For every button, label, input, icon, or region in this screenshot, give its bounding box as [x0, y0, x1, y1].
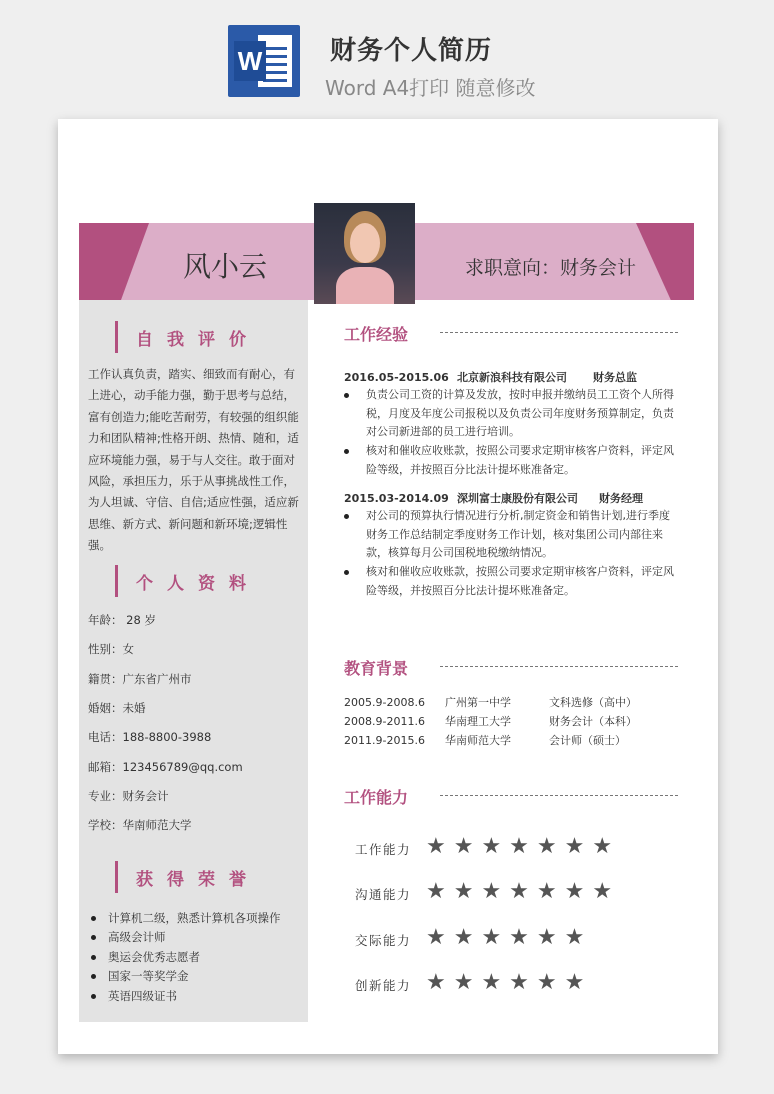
skills-heading: 工作能力: [344, 788, 409, 807]
resume-paper: [58, 119, 718, 1054]
left-sidebar: [79, 300, 308, 1022]
info-age: 年龄： 28 岁: [88, 613, 156, 627]
info-email: 邮箱：123456789@qq.com: [88, 760, 243, 774]
skill-label: 创新能力: [355, 978, 412, 993]
skill-stars: ★★★★★★★: [426, 879, 621, 904]
info-phone: 电话：188-8800-3988: [88, 730, 212, 744]
list-item: 高级会计师: [91, 929, 166, 945]
page-header: [0, 0, 774, 110]
list-item: 计算机二级，熟悉计算机各项操作: [91, 910, 281, 926]
page-title: 财务个人简历: [330, 36, 493, 66]
personal-heading: 个人资料: [115, 565, 260, 597]
info-major: 专业：财务会计: [88, 789, 169, 803]
list-item: 英语四级证书: [91, 988, 177, 1004]
skill-stars: ★★★★★★: [426, 970, 593, 995]
skill-label: 工作能力: [355, 842, 412, 857]
skill-label: 交际能力: [355, 933, 412, 948]
job-duty: 对公司的预算执行情况进行分析,制定资金和销售计划,进行季度财务工作总结制定季度财务工作计划，核对集团公司内部往来款，核算每月公司国税地税缴纳情况。: [344, 507, 680, 563]
list-item: 国家一等奖学金: [91, 968, 189, 984]
list-item: 奥运会优秀志愿者: [91, 949, 200, 965]
resume-name: 风小云: [183, 250, 268, 283]
education-heading: 教育背景: [344, 659, 409, 678]
table-row: 2008.9-2011.6 华南理工大学 财务会计（本科）: [344, 715, 637, 728]
table-row: 2011.9-2015.6 华南师范大学 会计师（硕士）: [344, 734, 626, 747]
info-school: 学校：华南师范大学: [88, 818, 192, 832]
self-eval-heading: 自我评价: [115, 321, 260, 353]
profile-photo: [314, 203, 415, 304]
job-header: 2016.05-2015.06 北京新浪科技有限公司 财务总监: [344, 371, 637, 384]
table-row: 2005.9-2008.6 广州第一中学 文科选修（高中）: [344, 696, 637, 709]
skill-label: 沟通能力: [355, 887, 412, 902]
honors-heading: 获得荣誉: [115, 861, 260, 893]
skill-stars: ★★★★★★★: [426, 834, 621, 859]
job-target: 求职意向：财务会计: [464, 257, 636, 279]
word-icon: W: [228, 25, 300, 97]
info-marital: 婚姻：未婚: [88, 701, 146, 715]
skill-stars: ★★★★★★: [426, 925, 593, 950]
info-hometown: 籍贯：广东省广州市: [88, 672, 192, 686]
work-heading: 工作经验: [344, 325, 409, 344]
job-header: 2015.03-2014.09 深圳富士康股份有限公司 财务经理: [344, 492, 643, 505]
info-gender: 性别：女: [88, 642, 134, 656]
page-subtitle: Word A4打印 随意修改: [325, 76, 536, 100]
job-duty: 核对和催收应收账款，按照公司要求定期审核客户资料，评定风险等级，并按照百分比法计提坏账准备定。: [344, 442, 680, 479]
self-eval-text: 工作认真负责，踏实、细致而有耐心，有上进心，动手能力强，勤于思考与总结，富有创造力;能吃苦耐劳，有较强的组织能力和团队精神;性格开朗、热情、随和，适应环境能力强，易于与人交往。敢于面对风险，承担压力，乐于从事挑战性工作，为人坦诚、守信、自信;适应性强，适应新思维、新方式、新问题和新环境;逻辑性强。: [88, 367, 299, 553]
job-duty: 负责公司工资的计算及发放，按时申报并缴纳员工工资个人所得税，月度及年度公司报税以及负责公司年度财务预算制定，负责对公司新进部的员工进行培训。: [344, 386, 680, 442]
job-duty: 核对和催收应收账款，按照公司要求定期审核客户资料，评定风险等级，并按照百分比法计提坏账准备定。: [344, 563, 680, 600]
